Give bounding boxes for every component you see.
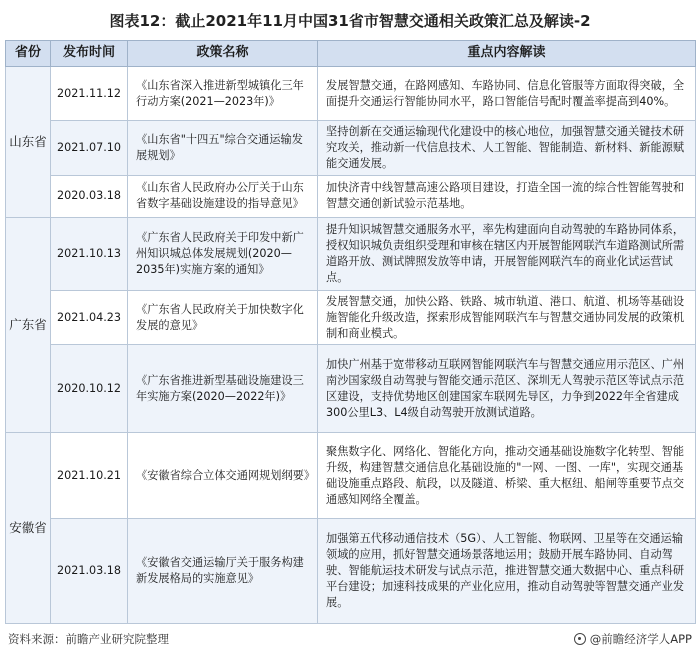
policy-name-cell: 《安徽省综合立体交通网规划纲要》 (128, 433, 318, 519)
content-cell: 发展智慧交通，在路网感知、车路协同、信息化管服等方面取得突破，全面提升交通运行智能协同水平，路口智能信号配时覆盖率提高到40%。 (318, 67, 696, 121)
header-content: 重点内容解读 (318, 41, 696, 67)
table-row (6, 291, 696, 345)
table-row (6, 345, 696, 433)
table-row (6, 175, 696, 217)
header-date: 发布时间 (51, 41, 128, 67)
date-cell: 2020.10.12 (51, 345, 128, 433)
province-cell-guangdong: 广东省 (6, 217, 51, 433)
content-cell: 加快广州基于宽带移动互联网智能网联汽车与智慧交通应用示范区、广州南沙国家级自动驾驶与智能交通示范区、深圳无人驾驶示范区等试点示范区建设，支持优势地区创建国家车联网先导区，力争到2022年全省建成300公里L3、L4级自动驾驶开放测试道路。 (318, 345, 696, 433)
date-cell: 2021.03.18 (51, 519, 128, 624)
content-cell: 发展智慧交通，加快公路、铁路、城市轨道、港口、航道、机场等基础设施智能化升级改造，探索形成智能网联汽车与智慧交通协同发展的政策机制和商业模式。 (318, 291, 696, 345)
source-note: 资料来源：前瞻产业研究院整理 (8, 632, 169, 646)
table-row (6, 67, 696, 121)
date-cell: 2021.11.12 (51, 67, 128, 121)
policy-table (5, 40, 696, 624)
brand-label: @前瞻经济学人APP (589, 632, 692, 646)
content-cell: 提升知识城智慧交通服务水平，率先构建面向自动驾驶的车路协同体系，授权知识城负责组织受理和审核在辖区内开展智能网联汽车道路测试所需道路开放、测试牌照发放等申请，开展智能网联汽车的商业化试运营试点。 (318, 217, 696, 290)
province-cell-shandong: 山东省 (6, 67, 51, 218)
header-province: 省份 (6, 41, 51, 67)
policy-name-cell: 《山东省人民政府办公厅关于山东省数字基础设施建设的指导意见》 (128, 175, 318, 217)
brand-credit (574, 631, 692, 647)
table-row (6, 433, 696, 519)
date-cell: 2021.10.13 (51, 217, 128, 290)
policy-name-cell: 《山东省深入推进新型城镇化三年行动方案(2021—2023年)》 (128, 67, 318, 121)
province-cell-anhui: 安徽省 (6, 433, 51, 624)
brand-logo-icon (574, 633, 586, 645)
content-cell: 坚持创新在交通运输现代化建设中的核心地位，加强智慧交通关键技术研究攻关，推动新一代信息技术、人工智能、智能制造、新材料、新能源赋能交通发展。 (318, 121, 696, 175)
footer (0, 624, 700, 654)
date-cell: 2021.10.21 (51, 433, 128, 519)
policy-name-cell: 《广东省人民政府关于加快数字化发展的意见》 (128, 291, 318, 345)
content-cell: 聚焦数字化、网络化、智能化方向，推动交通基础设施数字化转型、智能升级，构建智慧交通信息化基础设施的"一网、一图、一库"，实现交通基础设施重点路段、航段，以及隧道、桥梁、重大枢纽、船闸等重要节点交通感知网络全覆盖。 (318, 433, 696, 519)
date-cell: 2021.07.10 (51, 121, 128, 175)
header-policy-name: 政策名称 (128, 41, 318, 67)
date-cell: 2021.04.23 (51, 291, 128, 345)
policy-name-cell: 《广东省人民政府关于印发中新广州知识城总体发展规划(2020—2035年)实施方案的通知》 (128, 217, 318, 290)
table-row (6, 217, 696, 290)
date-cell: 2020.03.18 (51, 175, 128, 217)
page-title: 图表12：截止2021年11月中国31省市智慧交通相关政策汇总及解读-2 (109, 11, 591, 30)
content-cell: 加快济青中线智慧高速公路项目建设，打造全国一流的综合性智能驾驶和智慧交通创新试验示范基地。 (318, 175, 696, 217)
policy-name-cell: 《广东省推进新型基础设施建设三年实施方案(2020—2022年)》 (128, 345, 318, 433)
content-cell: 加强第五代移动通信技术（5G）、人工智能、物联网、卫星等在交通运输领域的应用，抓好智慧交通场景落地运用；鼓励开展车路协同、自动驾驶、智能航运技术研发与试点示范，推进智慧交通大数据中心、重点科研平台建设；加速科技成果的产业化应用，推动自动驾驶等智慧交通产业发展。 (318, 519, 696, 624)
policy-name-cell: 《山东省"十四五"综合交通运输发展规划》 (128, 121, 318, 175)
table-row (6, 519, 696, 624)
policy-name-cell: 《安徽省交通运输厅关于服务构建新发展格局的实施意见》 (128, 519, 318, 624)
table-row (6, 121, 696, 175)
table-header-row (6, 41, 696, 67)
